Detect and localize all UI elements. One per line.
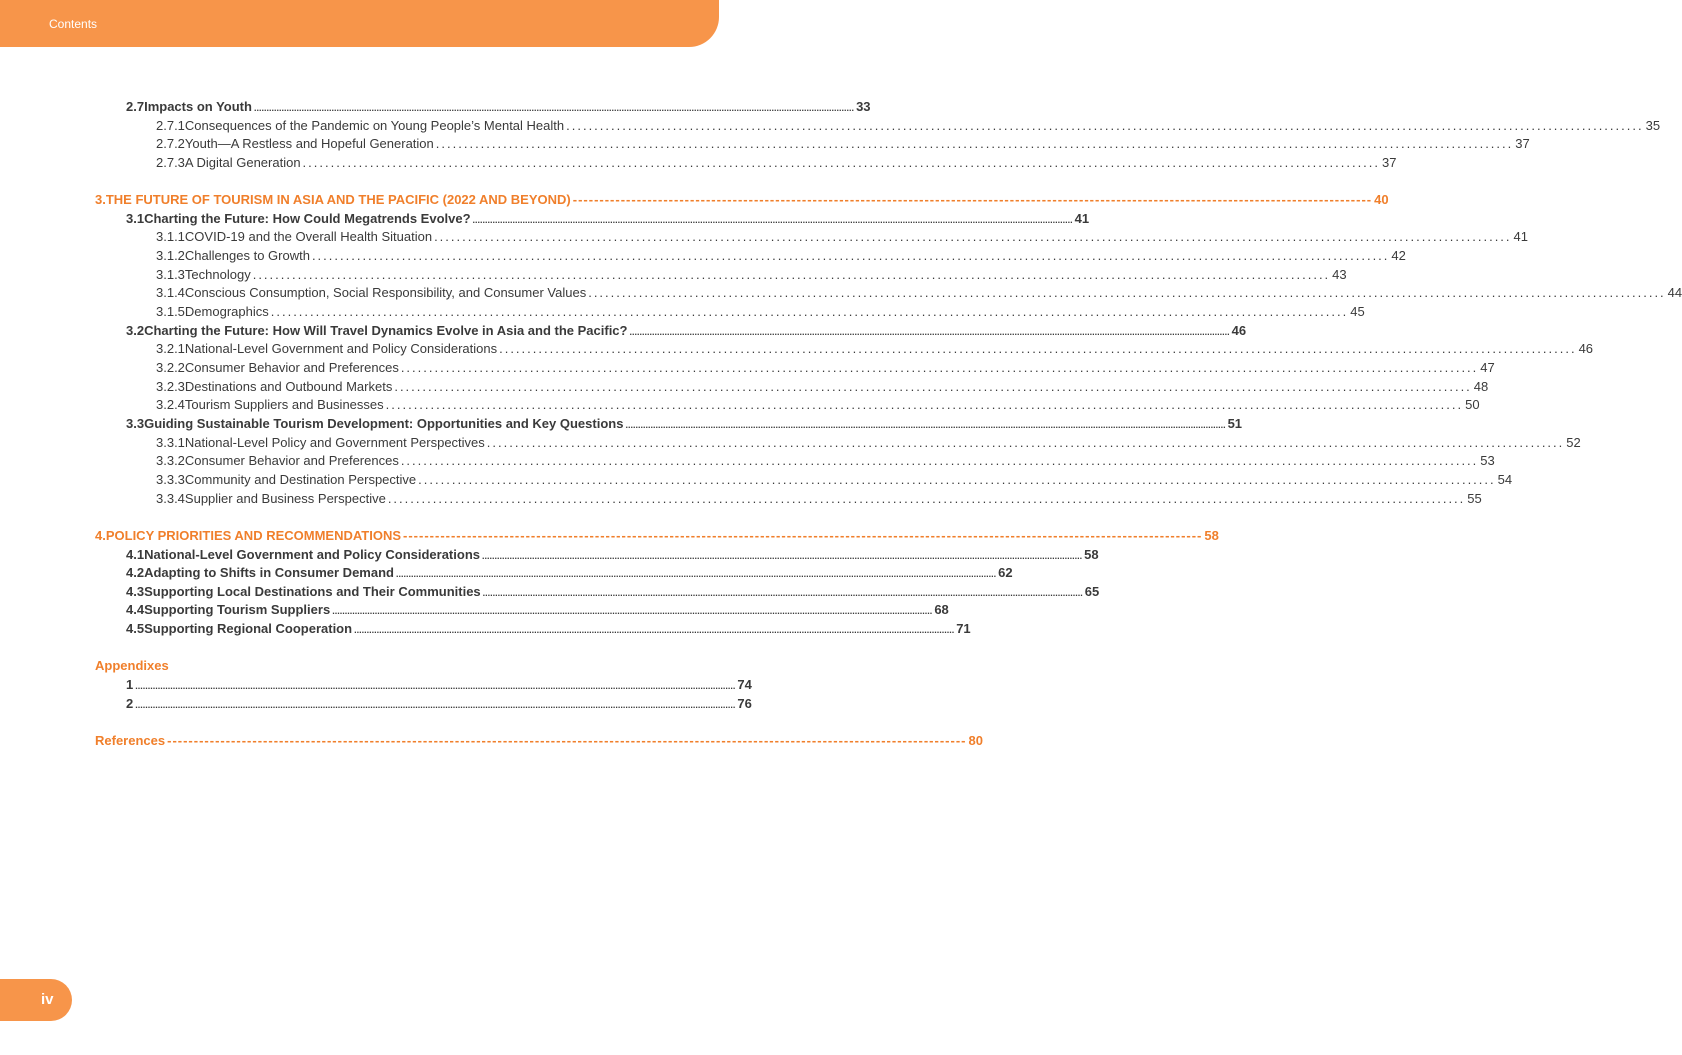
toc-page: 65 xyxy=(1084,584,1100,599)
toc-page: 37 xyxy=(1515,136,1530,151)
toc-label: Destinations and Outbound Markets xyxy=(184,379,393,394)
toc-label: Impacts on Youth xyxy=(144,99,252,114)
toc-label: THE FUTURE OF TOURISM IN ASIA AND THE PACIFIC (2022 AND BEYOND) xyxy=(105,192,571,207)
toc-leader: ................................................................................................................................................................................................ xyxy=(400,360,1479,375)
toc-num: 4.4 xyxy=(126,602,145,617)
toc-leader: ................................................................................................................................................................................................ xyxy=(387,491,1466,506)
toc-num: 2.7.3 xyxy=(156,155,185,170)
toc-entry-4-3[interactable] xyxy=(126,584,1100,601)
toc-num: 3.2.1 xyxy=(156,341,185,356)
toc-page: 41 xyxy=(1513,229,1528,244)
toc-leader: ................................................................................................................................................................................................ xyxy=(588,285,1666,300)
toc-label: Appendixes xyxy=(95,658,169,673)
toc-leader: ................................................................................................................................................................................................ xyxy=(394,379,1472,394)
toc-num: 2.7 xyxy=(126,99,145,114)
toc-num: 3.1.3 xyxy=(156,267,185,282)
toc-num: 3.1.5 xyxy=(156,304,185,319)
toc-leader: ................................................................................................................................................................................................ xyxy=(486,435,1565,450)
toc-leader: ................................................................................................................................................................................................................................................ xyxy=(135,681,736,691)
toc-leader: ................................................................................................................................................................................................ xyxy=(400,453,1479,468)
toc-entry-2-7[interactable] xyxy=(126,99,871,116)
toc-label: Adapting to Shifts in Consumer Demand xyxy=(144,565,394,580)
toc-page: 76 xyxy=(737,696,752,711)
toc-page: 58 xyxy=(1204,528,1219,543)
toc-leader: ................................................................................................................................................................................................................................................ xyxy=(472,215,1073,225)
toc-label: Supporting Regional Cooperation xyxy=(144,621,353,636)
toc-label: National-Level Government and Policy Considerations xyxy=(184,341,498,356)
toc-entry-4-2[interactable] xyxy=(126,565,1013,582)
toc-label: Guiding Sustainable Tourism Development: Opportunities and Key Questions xyxy=(144,416,624,431)
toc-num: 3.3.4 xyxy=(156,491,185,506)
toc-leader: ................................................................................................................................................................................................ xyxy=(434,229,1512,244)
toc-label: National-Level Government and Policy Considerations xyxy=(144,547,480,562)
toc-page: 48 xyxy=(1473,379,1489,394)
toc-label: Supporting Tourism Suppliers xyxy=(144,602,331,617)
toc-page: 40 xyxy=(1374,192,1389,207)
toc-page: 41 xyxy=(1074,211,1090,226)
toc-page: 45 xyxy=(1350,304,1365,319)
toc-label: Tourism Suppliers and Businesses xyxy=(184,397,384,412)
toc-num: 3.1.4 xyxy=(156,285,185,300)
toc-page: 71 xyxy=(956,621,971,636)
toc-leader: ................................................................................................................................................................................................................................................ xyxy=(135,700,736,710)
toc-label: National-Level Policy and Government Perspectives xyxy=(184,435,485,450)
toc-entry-2-7-2[interactable] xyxy=(156,136,1530,152)
toc-label: Youth—A Restless and Hopeful Generation xyxy=(184,136,434,151)
toc-page: 53 xyxy=(1480,453,1495,468)
toc-entry-3-3-1[interactable] xyxy=(156,435,1581,451)
toc-label: A Digital Generation xyxy=(184,155,301,170)
toc-leader: ------------------------------------------------------------------------------------------------------------------------------------------------------ xyxy=(403,528,1203,543)
toc-entry-3-3-2[interactable] xyxy=(156,453,1495,469)
toc-num: 3.2 xyxy=(126,323,145,338)
toc-label: Supplier and Business Perspective xyxy=(184,491,386,506)
toc-num: 3.1.1 xyxy=(156,229,185,244)
toc-page: 46 xyxy=(1231,323,1247,338)
toc-chapter-3[interactable] xyxy=(95,192,1389,208)
toc-page: 42 xyxy=(1391,248,1406,263)
toc-label: Supporting Local Destinations and Their Communities xyxy=(144,584,481,599)
toc-label: COVID-19 and the Overall Health Situation xyxy=(184,229,433,244)
toc-appendix-1[interactable] xyxy=(126,677,752,694)
toc-leader: ................................................................................................................................................................................................................................................ xyxy=(482,588,1083,598)
toc-label: Demographics xyxy=(184,304,269,319)
toc-num: 3.2.3 xyxy=(156,379,185,394)
toc-entry-2-7-3[interactable] xyxy=(156,155,1397,171)
toc-leader: ................................................................................................................................................................................................................................................ xyxy=(395,569,997,579)
toc-page: 52 xyxy=(1566,435,1581,450)
toc-entry-2-7-1[interactable] xyxy=(156,118,1661,134)
toc-entry-4-1[interactable] xyxy=(126,547,1099,564)
toc-num: 2 xyxy=(126,696,134,711)
toc-num: 3. xyxy=(95,192,106,207)
toc-num: 4.2 xyxy=(126,565,145,580)
toc-leader: ................................................................................................................................................................................................ xyxy=(418,472,1496,487)
toc-page: 47 xyxy=(1480,360,1495,375)
toc-page: 50 xyxy=(1465,397,1480,412)
toc-page: 51 xyxy=(1227,416,1243,431)
toc-label: POLICY PRIORITIES AND RECOMMENDATIONS xyxy=(105,528,402,543)
toc-num: 4.3 xyxy=(126,584,145,599)
toc-leader: ................................................................................................................................................................................................ xyxy=(385,397,1464,412)
toc-num: 3.3 xyxy=(126,416,145,431)
toc-leader: ................................................................................................................................................................................................................................................ xyxy=(354,625,955,635)
toc-num: 3.1.2 xyxy=(156,248,185,263)
toc-entry-4-4[interactable] xyxy=(126,602,949,619)
toc-page: 43 xyxy=(1332,267,1347,282)
toc-leader: ................................................................................................................................................................................................ xyxy=(270,304,1349,319)
toc-page: 74 xyxy=(737,677,752,692)
toc-page: 33 xyxy=(856,99,871,114)
toc-references[interactable] xyxy=(95,733,983,749)
toc-num: 3.1 xyxy=(126,211,145,226)
toc-leader: ................................................................................................................................................................................................ xyxy=(252,267,1331,282)
toc-num: 4.1 xyxy=(126,547,145,562)
toc-page: 46 xyxy=(1578,341,1594,356)
toc-entry-3-3-3[interactable] xyxy=(156,472,1513,488)
toc-leader: ------------------------------------------------------------------------------------------------------------------------------------------------------ xyxy=(167,733,967,748)
toc-page: 35 xyxy=(1645,118,1661,133)
toc-label: Consumer Behavior and Preferences xyxy=(184,360,399,375)
toc-page: 62 xyxy=(998,565,1013,580)
toc-label: Charting the Future: How Will Travel Dynamics Evolve in Asia and the Pacific? xyxy=(144,323,628,338)
toc-label: Community and Destination Perspective xyxy=(184,472,417,487)
toc-page: 58 xyxy=(1084,547,1099,562)
toc-label: Charting the Future: How Could Megatrends Evolve? xyxy=(144,211,471,226)
header-bar xyxy=(0,0,719,47)
toc-num: 4. xyxy=(95,528,106,543)
toc-num: 3.3.3 xyxy=(156,472,185,487)
page-number: iv xyxy=(41,991,54,1008)
toc-entry-3-2-3[interactable] xyxy=(156,379,1489,395)
toc-chapter-4[interactable] xyxy=(95,528,1219,544)
toc-entry-3-1-2[interactable] xyxy=(156,248,1406,264)
toc-leader: ................................................................................................................................................................................................................................................ xyxy=(629,327,1230,337)
toc-num: 3.3.2 xyxy=(156,453,185,468)
toc-leader: ................................................................................................................................................................................................ xyxy=(311,248,1390,263)
toc-entry-4-5[interactable] xyxy=(126,621,971,638)
toc-leader: ................................................................................................................................................................................................ xyxy=(435,136,1514,151)
toc-num: 1 xyxy=(126,677,134,692)
toc-entry-3-1-4[interactable] xyxy=(156,285,1682,301)
header-title: Contents xyxy=(49,17,98,31)
toc-label: Technology xyxy=(184,267,251,282)
toc-entry-3-2-1[interactable] xyxy=(156,341,1594,357)
toc-entry-3-2-2[interactable] xyxy=(156,360,1495,376)
toc-leader: ................................................................................................................................................................................................................................................ xyxy=(332,606,933,616)
toc-entry-3-3[interactable] xyxy=(126,416,1243,433)
toc-num: 3.2.2 xyxy=(156,360,185,375)
toc-leader: ................................................................................................................................................................................................................................................ xyxy=(253,103,855,113)
toc-label: Consumer Behavior and Preferences xyxy=(184,453,399,468)
toc-page: 55 xyxy=(1467,491,1482,506)
toc-entry-3-1-3[interactable] xyxy=(156,267,1347,283)
toc-leader: ------------------------------------------------------------------------------------------------------------------------------------------------------ xyxy=(572,192,1373,207)
toc-entry-3-1-1[interactable] xyxy=(156,229,1528,245)
toc-page: 68 xyxy=(934,602,949,617)
toc-appendixes-heading[interactable] xyxy=(95,658,718,674)
toc-num: 3.2.4 xyxy=(156,397,185,412)
toc-entry-3-2-4[interactable] xyxy=(156,397,1480,413)
toc-leader: ................................................................................................................................................................................................ xyxy=(302,155,1381,170)
toc-num: 2.7.2 xyxy=(156,136,185,151)
toc-num: 4.5 xyxy=(126,621,145,636)
toc-appendix-2[interactable] xyxy=(126,696,752,713)
toc-page: 37 xyxy=(1382,155,1397,170)
toc-entry-3-2[interactable] xyxy=(126,323,1247,340)
toc-label: Consequences of the Pandemic on Young People’s Mental Health xyxy=(184,118,565,133)
toc-num: 2.7.1 xyxy=(156,118,185,133)
toc-leader: ................................................................................................................................................................................................ xyxy=(566,118,1644,133)
toc-entry-3-3-4[interactable] xyxy=(156,491,1482,507)
toc-leader: ................................................................................................................................................................................................................................................ xyxy=(625,420,1226,430)
toc-page: 44 xyxy=(1667,285,1682,300)
toc-page: 80 xyxy=(968,733,983,748)
toc-entry-3-1-5[interactable] xyxy=(156,304,1365,320)
toc-label: References xyxy=(95,733,166,748)
toc-label: Challenges to Growth xyxy=(184,248,310,263)
toc-entry-3-1[interactable] xyxy=(126,211,1090,228)
toc-num: 3.3.1 xyxy=(156,435,185,450)
toc-leader: ................................................................................................................................................................................................................................................ xyxy=(481,551,1083,561)
toc-leader: ................................................................................................................................................................................................ xyxy=(499,341,1577,356)
page-number-tab xyxy=(0,979,72,1021)
toc-page: 54 xyxy=(1497,472,1513,487)
toc-label: Conscious Consumption, Social Responsibility, and Consumer Values xyxy=(184,285,587,300)
